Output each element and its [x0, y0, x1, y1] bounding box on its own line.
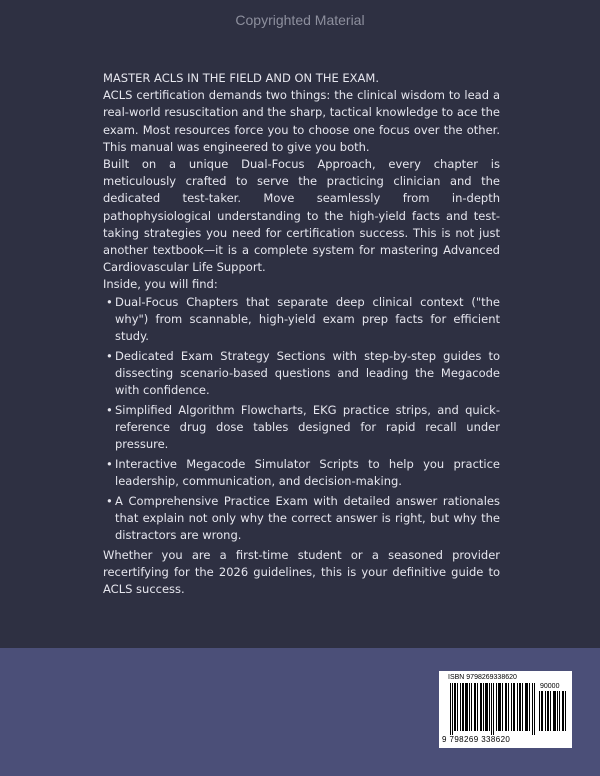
isbn-barcode-box [439, 671, 572, 748]
paragraph-intro: ACLS certification demands two things: the clinical wisdom to lead a real-world resuscitation and the sharp, tactical knowledge to ace the exam. Most resources force you to choose one focus over the other. This manual was engineered to give you both. [103, 88, 500, 154]
heading: MASTER ACLS IN THE FIELD AND ON THE EXAM. [103, 71, 379, 85]
barcode-digits: 9 798269 338620 [442, 735, 511, 744]
copyright-watermark: Copyrighted Material [235, 12, 365, 28]
list-item: • Simplified Algorithm Flowcharts, EKG practice strips, and quick-reference drug dose tables designed for rapid recall under pressure. [103, 402, 500, 454]
list-item: • Dedicated Exam Strategy Sections with step-by-step guides to dissecting scenario-based questions and leading the Megacode with confidence. [103, 348, 500, 400]
list-intro: Inside, you will find: [103, 277, 218, 292]
paragraph-approach: Built on a unique Dual-Focus Approach, every chapter is meticulously crafted to serve the practicing clinician and the dedicated test-taker. Move seamlessly from in-depth pathophysiological understanding to the high-yield facts and test-taking strategies you need for certification success. This is not just another textbook—it is a complete system for mastering Advanced Cardiovascular Life Support. [103, 157, 500, 275]
list-item: • A Comprehensive Practice Exam with detailed answer rationales that explain not only why the correct answer is right, but why the distractors are wrong. [103, 493, 500, 545]
list-item: • Interactive Megacode Simulator Scripts to help you practice leadership, communication, and decision-making. [103, 456, 500, 490]
barcode-main [450, 683, 536, 735]
price-code: 90000 [540, 683, 560, 690]
features-list [103, 294, 500, 545]
back-cover-description [103, 70, 500, 599]
closing-paragraph: Whether you are a first-time student or a seasoned provider recertifying for the 2026 guidelines, this is your definitive guide to ACLS success. [103, 547, 500, 597]
barcode-addon [539, 691, 567, 731]
isbn-label: ISBN 9798269338620 [448, 674, 517, 681]
list-item: • Dual-Focus Chapters that separate deep clinical context ("the why") from scannable, high-yield exam prep facts for efficient study. [103, 294, 500, 346]
